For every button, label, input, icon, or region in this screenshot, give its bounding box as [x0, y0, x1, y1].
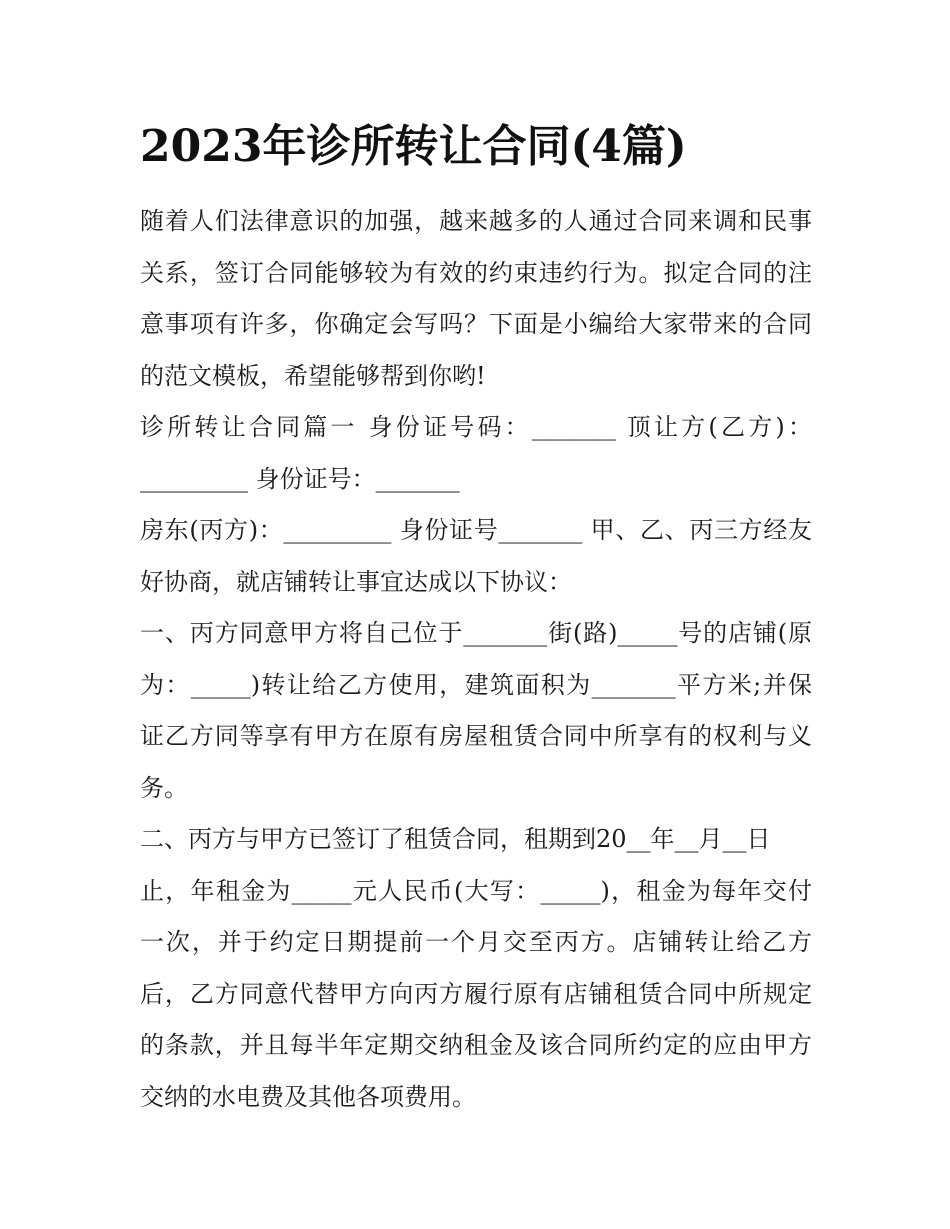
paragraph-line: 一、丙方同意甲方将自己位于_______街(路)_____号的店铺(原	[140, 619, 812, 647]
paragraph-line: 二、丙方与甲方已签订了租赁合同，租期到20__年__月__日	[140, 825, 771, 853]
paragraph-line: 为：_____)转让给乙方使用，建筑面积为_______平方米;并保	[140, 670, 812, 699]
paragraph-line: 的条款，并且每半年定期交纳租金及该合同所约定的应由甲方	[140, 1031, 812, 1059]
paragraph-line: 好协商，就店铺转让事宜达成以下协议：	[140, 567, 572, 596]
document-title: 2023年诊所转让合同(4篇)	[140, 121, 687, 172]
paragraph-line: 关系，签订合同能够较为有效的约束违约行为。拟定合同的注	[140, 258, 812, 287]
paragraph-line: 一次，并于约定日期提前一个月交至丙方。店铺转让给乙方	[140, 928, 812, 956]
paragraph-line: 意事项有许多，你确定会写吗？下面是小编给大家带来的合同	[140, 310, 812, 338]
paragraph-line: _________ 身份证号：_______	[140, 464, 460, 493]
paragraph-line: 随着人们法律意识的加强，越来越多的人通过合同来调和民事	[140, 207, 812, 235]
paragraph-line: 交纳的水电费及其他各项费用。	[140, 1082, 476, 1111]
paragraph-line: 后，乙方同意代替甲方向丙方履行原有店铺租赁合同中所规定	[140, 979, 812, 1008]
paragraph-line: 的范文模板，希望能够帮到你哟!	[140, 361, 486, 390]
document-body	[140, 196, 812, 1123]
paragraph-line: 诊所转让合同篇一 身份证号码：_______ 顶让方(乙方)：	[140, 413, 812, 441]
paragraph-line: 证乙方同等享有甲方在原有房屋租赁合同中所享有的权利与义	[140, 722, 812, 750]
paragraph-line: 务。	[140, 773, 188, 802]
paragraph-line: 止，年租金为_____元人民币(大写：_____)，租金为每年交付	[140, 876, 812, 905]
paragraph-line: 房东(丙方)：_________ 身份证号_______ 甲、乙、丙三方经友	[140, 516, 812, 544]
